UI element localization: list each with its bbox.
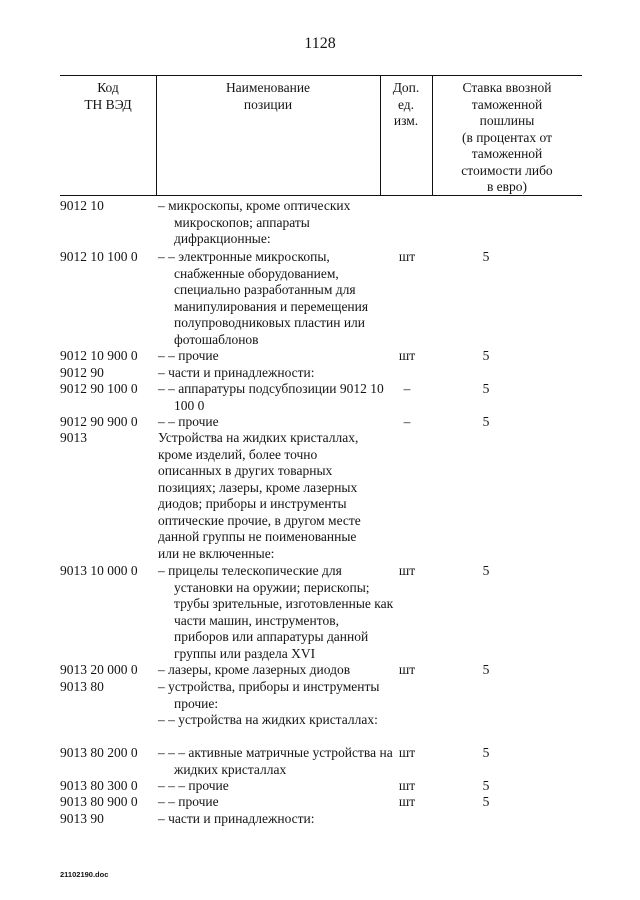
- row-rate: 5: [482, 745, 490, 760]
- table-top-rule: [60, 75, 582, 76]
- row-code: 9013 20 000 0: [60, 662, 138, 677]
- row-name: – части и принадлежности:: [158, 365, 315, 380]
- row-code: 9013 90: [60, 811, 104, 826]
- row-code: 9012 90: [60, 365, 104, 380]
- row-unit: –: [403, 381, 411, 396]
- row-name: – микроскопы, кроме оптических микроскопов; аппараты дифракционные:: [158, 198, 351, 246]
- row-code: 9012 90 100 0: [60, 381, 138, 396]
- row-unit: –: [403, 414, 411, 429]
- row-name: – части и принадлежности:: [158, 811, 315, 826]
- header-rate: Ставка ввозной таможенной пошлины (в процентах от таможенной стоимости либо в евро): [461, 80, 553, 194]
- row-unit: шт: [398, 662, 416, 677]
- row-code: 9012 90 900 0: [60, 414, 138, 429]
- row-unit: шт: [398, 348, 416, 363]
- row-name: – – устройства на жидких кристаллах:: [158, 712, 378, 727]
- row-code: 9013 80 200 0: [60, 745, 138, 760]
- row-name: – – – активные матричные устройства на жидких кристаллах: [158, 745, 393, 777]
- row-unit: шт: [398, 778, 416, 793]
- row-name: – – прочие: [158, 414, 219, 429]
- header-name: Наименование позиции: [225, 80, 311, 112]
- header-unit: Доп. ед. изм.: [392, 80, 420, 128]
- row-name: – – – прочие: [158, 778, 229, 793]
- row-name: – лазеры, кроме лазерных диодов: [158, 662, 351, 677]
- row-code: 9013 80 900 0: [60, 794, 138, 809]
- page-number: 1128: [304, 35, 336, 52]
- row-name: – – прочие: [158, 348, 219, 363]
- tariff-table: [60, 75, 582, 830]
- row-rate: 5: [482, 348, 490, 363]
- row-rate: 5: [482, 563, 490, 578]
- row-name: – – прочие: [158, 794, 219, 809]
- row-unit: шт: [398, 745, 416, 760]
- row-name: – прицелы телескопические для установки на оружии; перископы; трубы зрительные, изготовленные как части машин, инструментов, приборов или аппаратуры данной группы или раздела XVI: [158, 563, 394, 661]
- row-code: 9013: [60, 430, 87, 445]
- row-code: 9013 80 300 0: [60, 778, 138, 793]
- row-code: 9013 80: [60, 679, 104, 694]
- row-code: 9012 10 900 0: [60, 348, 138, 363]
- row-rate: 5: [482, 778, 490, 793]
- row-rate: 5: [482, 794, 490, 809]
- row-name: – – аппаратуры подсубпозиции 9012 10 100 0: [158, 381, 384, 413]
- row-rate: 5: [482, 414, 490, 429]
- row-rate: 5: [482, 381, 490, 396]
- row-unit: шт: [398, 794, 416, 809]
- row-name: – устройства, приборы и инструменты прочие:: [158, 679, 380, 711]
- footer-filename: 21102190.doc: [60, 870, 109, 879]
- row-rate: 5: [482, 249, 490, 264]
- row-name: Устройства на жидких кристаллах, кроме изделий, более точно описанных в других товарных позициях; лазеры, кроме лазерных диодов; приборы и инструменты оптические прочие, в другом месте данной группы не поименованные или не включенные:: [158, 430, 361, 561]
- row-code: 9012 10: [60, 198, 104, 213]
- row-name: – – электронные микроскопы, снабженные оборудованием, специально разработанным для манипулирования и перемещения полупроводниковых пластин или фотошаблонов: [158, 249, 369, 347]
- row-unit: шт: [398, 249, 416, 264]
- row-code: 9013 10 000 0: [60, 563, 138, 578]
- row-unit: шт: [398, 563, 416, 578]
- row-rate: 5: [482, 662, 490, 677]
- header-code: Код ТН ВЭД: [84, 80, 132, 112]
- row-code: 9012 10 100 0: [60, 249, 138, 264]
